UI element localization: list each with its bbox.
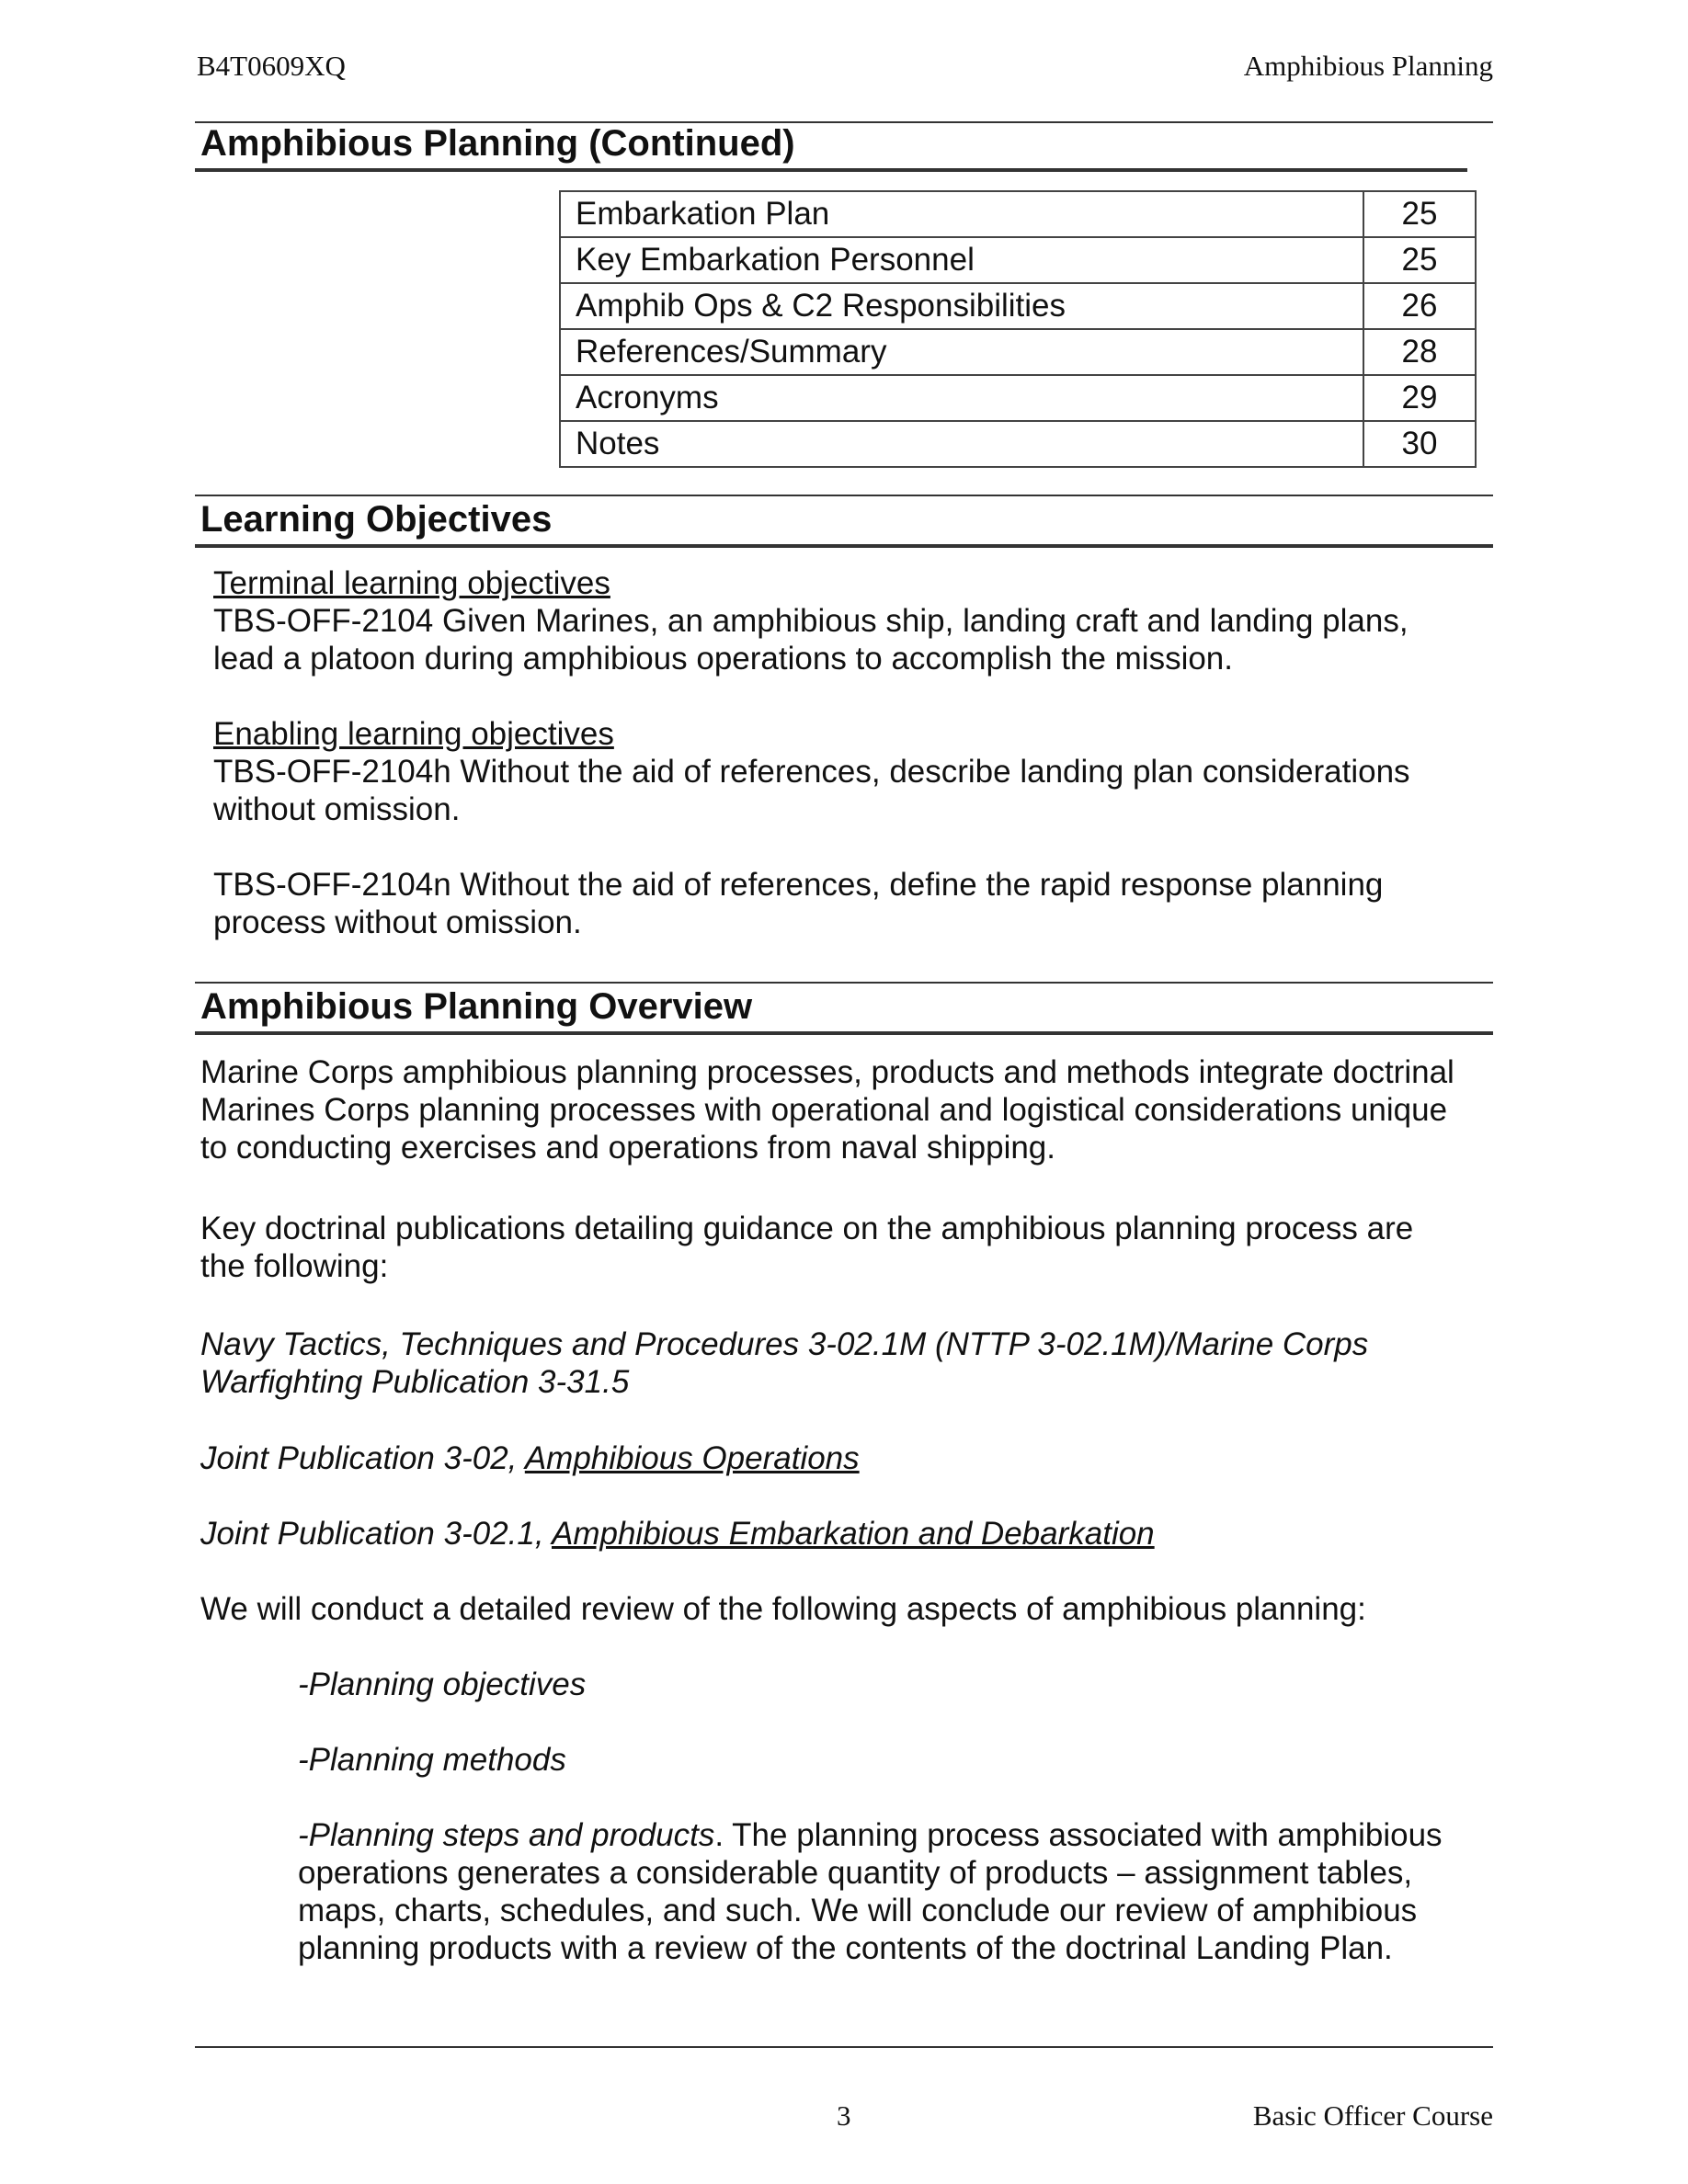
list-item: -Planning objectives <box>298 1666 587 1702</box>
toc-row <box>560 421 1476 467</box>
enabling-objective-2 <box>213 866 1519 941</box>
text-line <box>298 1816 1502 1854</box>
enabling-objective-line: without omission. <box>213 791 461 827</box>
list-item-text: . The planning process associated with amphibious <box>714 1817 1443 1853</box>
text-line: Marines Corps planning processes with operational and logistical considerations unique <box>200 1092 1448 1128</box>
toc-page: 26 <box>1363 283 1476 329</box>
overview-paragraph-2 <box>200 1210 1506 1285</box>
toc-label: Acronyms <box>560 375 1363 421</box>
publication-prefix: Joint Publication 3-02.1, <box>200 1516 552 1552</box>
section-title-learning-objectives: Learning Objectives <box>200 499 553 540</box>
terminal-objective-line: lead a platoon during amphibious operations to accomplish the mission. <box>213 641 1233 677</box>
text-line: Navy Tactics, Techniques and Procedures 3-02.1M (NTTP 3-02.1M)/Marine Corps <box>200 1326 1369 1362</box>
list-item-lead: -Planning steps and products <box>298 1817 715 1853</box>
toc-row <box>560 191 1476 237</box>
text-line: to conducting exercises and operations from naval shipping. <box>200 1130 1055 1166</box>
publication-jp-3-02-1 <box>200 1515 1506 1553</box>
toc-label: Embarkation Plan <box>560 191 1363 237</box>
header-doc-id: B4T0609XQ <box>197 50 346 82</box>
toc-label: References/Summary <box>560 329 1363 375</box>
toc-row <box>560 283 1476 329</box>
text-line: Warfighting Publication 3-31.5 <box>200 1364 630 1400</box>
toc-page: 29 <box>1363 375 1476 421</box>
enabling-objective-line: TBS-OFF-2104h Without the aid of references, describe landing plan considerations <box>213 754 1410 790</box>
section-rule-bottom <box>195 544 1493 548</box>
terminal-objectives <box>213 564 1519 677</box>
toc-label: Notes <box>560 421 1363 467</box>
enabling-objectives <box>213 715 1519 828</box>
overview-paragraph-1 <box>200 1053 1506 1166</box>
toc-label: Amphib Ops & C2 Responsibilities <box>560 283 1363 329</box>
list-item <box>298 1816 1502 1967</box>
toc-page: 25 <box>1363 237 1476 283</box>
toc-page: 30 <box>1363 421 1476 467</box>
enabling-objectives-heading: Enabling learning objectives <box>213 716 614 752</box>
header-title: Amphibious Planning <box>1243 50 1493 82</box>
publication-nttp <box>200 1325 1506 1401</box>
text-line: planning products with a review of the contents of the doctrinal Landing Plan. <box>298 1930 1393 1966</box>
text-line: Key doctrinal publications detailing guidance on the amphibious planning process are <box>200 1211 1414 1246</box>
terminal-objective-line: TBS-OFF-2104 Given Marines, an amphibious ship, landing craft and landing plans, <box>213 603 1409 639</box>
section-title-continued: Amphibious Planning (Continued) <box>200 123 795 164</box>
enabling-objective-line: process without omission. <box>213 904 582 940</box>
enabling-objective-line: TBS-OFF-2104n Without the aid of references, define the rapid response planning <box>213 867 1384 903</box>
text-line: the following: <box>200 1248 389 1284</box>
section-rule-top <box>195 495 1493 496</box>
section-title-overview: Amphibious Planning Overview <box>200 986 753 1027</box>
footer-course: Basic Officer Course <box>1252 2099 1493 2132</box>
section-rule-bottom <box>195 168 1467 172</box>
publication-title: Amphibious Embarkation and Debarkation <box>552 1516 1155 1552</box>
section-rule-top <box>195 982 1493 984</box>
toc-table <box>559 190 1477 468</box>
publication-title: Amphibious Operations <box>524 1440 860 1476</box>
text-line: Marine Corps amphibious planning processes, products and methods integrate doctrinal <box>200 1054 1454 1090</box>
toc-row <box>560 237 1476 283</box>
toc-row <box>560 329 1476 375</box>
publication-jp-3-02 <box>200 1439 1506 1477</box>
toc-page: 28 <box>1363 329 1476 375</box>
text-line: maps, charts, schedules, and such. We will conclude our review of amphibious <box>298 1893 1418 1928</box>
toc-row <box>560 375 1476 421</box>
footer-page-number: 3 <box>837 2099 851 2132</box>
review-intro: We will conduct a detailed review of the following aspects of amphibious planning: <box>200 1591 1366 1627</box>
terminal-objectives-heading: Terminal learning objectives <box>213 565 610 601</box>
toc-label: Key Embarkation Personnel <box>560 237 1363 283</box>
list-item: -Planning methods <box>298 1742 566 1778</box>
toc-page: 25 <box>1363 191 1476 237</box>
text-line: operations generates a considerable quantity of products – assignment tables, <box>298 1855 1413 1891</box>
publication-prefix: Joint Publication 3-02, <box>200 1440 525 1476</box>
footer-rule <box>195 2046 1493 2048</box>
section-rule-bottom <box>195 1031 1493 1035</box>
